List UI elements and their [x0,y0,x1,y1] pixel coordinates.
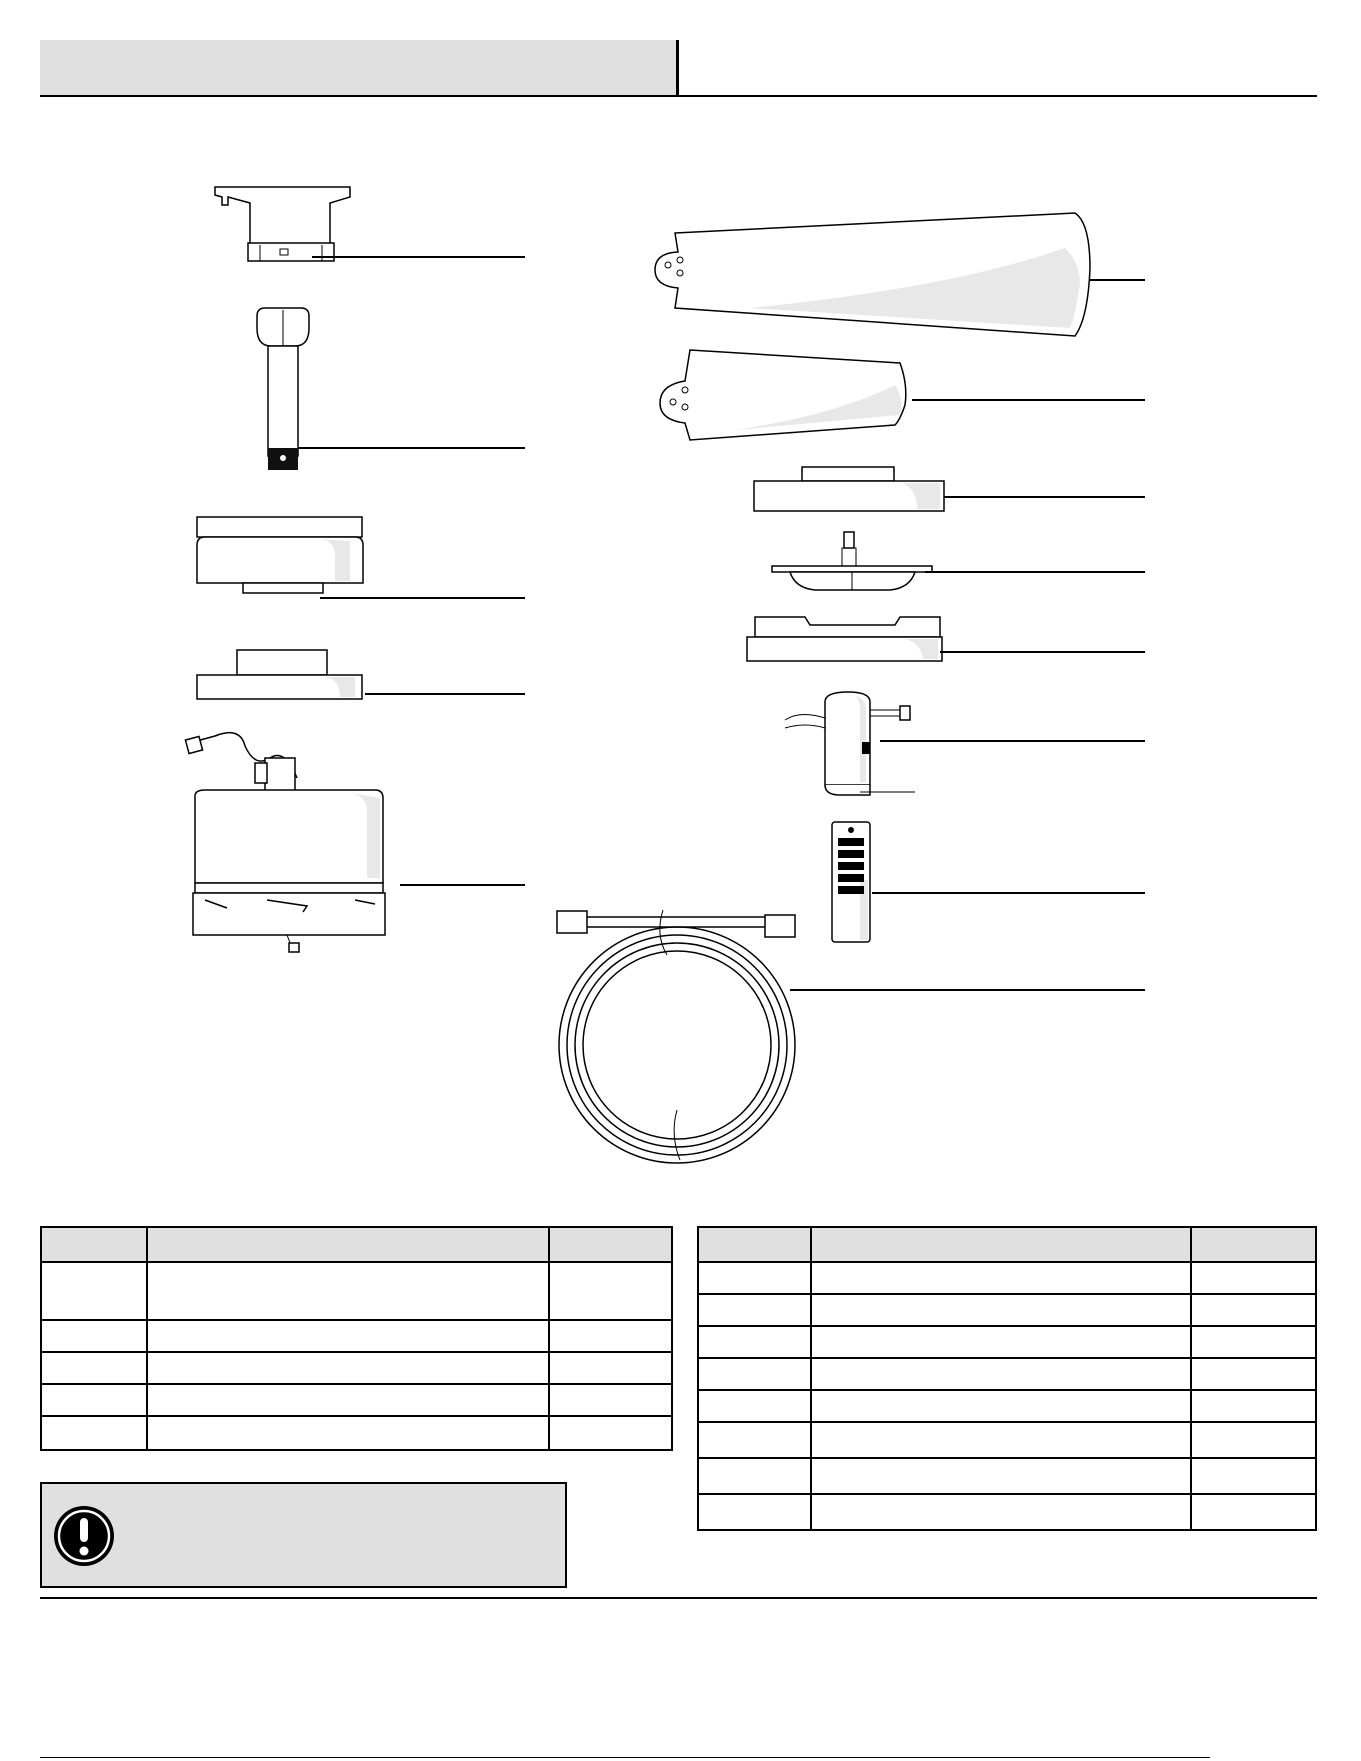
remote-control-illustration [830,820,875,945]
table-row [698,1390,1316,1422]
table-row [698,1458,1316,1494]
leader-line [872,892,1145,894]
table-cell [698,1262,811,1294]
table-cell [1191,1458,1316,1494]
switch-housing-illustration [745,615,945,665]
page-bottom-rule [40,1757,1210,1758]
light-kit-plate-illustration [770,530,935,590]
leader-line [400,884,525,886]
canopy-cover-illustration [195,648,370,703]
table-header [549,1227,672,1262]
table-cell [147,1416,549,1450]
table-cell [1191,1326,1316,1358]
table-cell [549,1352,672,1384]
blade-large-illustration [650,208,1090,338]
table-cell [1191,1422,1316,1458]
table-header [1191,1227,1316,1262]
table-header [698,1227,811,1262]
table-row [698,1326,1316,1358]
table-cell [41,1262,147,1320]
leader-line [365,693,525,695]
leader-line [912,399,1145,401]
downrod-illustration [255,308,315,478]
table-cell [698,1294,811,1326]
receiver-illustration [780,690,930,805]
table-cell [811,1422,1191,1458]
table-cell [147,1352,549,1384]
leader-line [790,989,1145,991]
leader-line [320,597,525,599]
table-cell [698,1358,811,1390]
leader-line [298,447,525,449]
table-cell [698,1390,811,1422]
table-cell [147,1320,549,1352]
table-row [41,1262,672,1320]
header-rule [40,95,1317,97]
leader-line [1090,279,1145,281]
leader-line [925,571,1145,573]
table-header [147,1227,549,1262]
table-cell [147,1262,549,1320]
table-cell [698,1458,811,1494]
table-cell [147,1384,549,1416]
notice-box [40,1482,567,1588]
table-cell [1191,1358,1316,1390]
table-row [41,1416,672,1450]
table-row [41,1320,672,1352]
table-cell [549,1320,672,1352]
table-cell [811,1262,1191,1294]
table-row [698,1262,1316,1294]
table-row [41,1352,672,1384]
table-row [41,1384,672,1416]
footer-rule [40,1597,1317,1599]
table-cell [1191,1294,1316,1326]
parts-table-right [697,1226,1317,1531]
table-cell [1191,1390,1316,1422]
table-cell [811,1390,1191,1422]
leader-line [880,740,1145,742]
table-cell [811,1358,1191,1390]
table-cell [811,1458,1191,1494]
table-cell [698,1326,811,1358]
table-cell [549,1416,672,1450]
switch-housing-cap-illustration [752,465,947,515]
table-cell [811,1494,1191,1530]
table-cell [811,1294,1191,1326]
table-cell [698,1422,811,1458]
table-header [811,1227,1191,1262]
exclamation-circle-icon [53,1505,115,1567]
header-title-box [40,40,679,95]
table-header [41,1227,147,1262]
table-cell [41,1416,147,1450]
table-row [698,1358,1316,1390]
table-row [698,1494,1316,1530]
table-cell [811,1326,1191,1358]
mounting-bracket-illustration [210,185,360,265]
table-cell [41,1352,147,1384]
canopy-illustration [195,515,370,605]
table-cell [1191,1494,1316,1530]
table-cell [549,1262,672,1320]
leader-line [940,651,1145,653]
blade-small-illustration [655,345,915,445]
table-cell [41,1320,147,1352]
parts-table-left [40,1226,673,1451]
table-cell [549,1384,672,1416]
wire-coil-illustration [555,905,805,1170]
table-row [698,1294,1316,1326]
table-row [698,1422,1316,1458]
motor-assembly-illustration [185,728,385,953]
table-cell [41,1384,147,1416]
table-cell [1191,1262,1316,1294]
leader-line [312,256,525,258]
table-cell [698,1494,811,1530]
leader-line [944,496,1145,498]
